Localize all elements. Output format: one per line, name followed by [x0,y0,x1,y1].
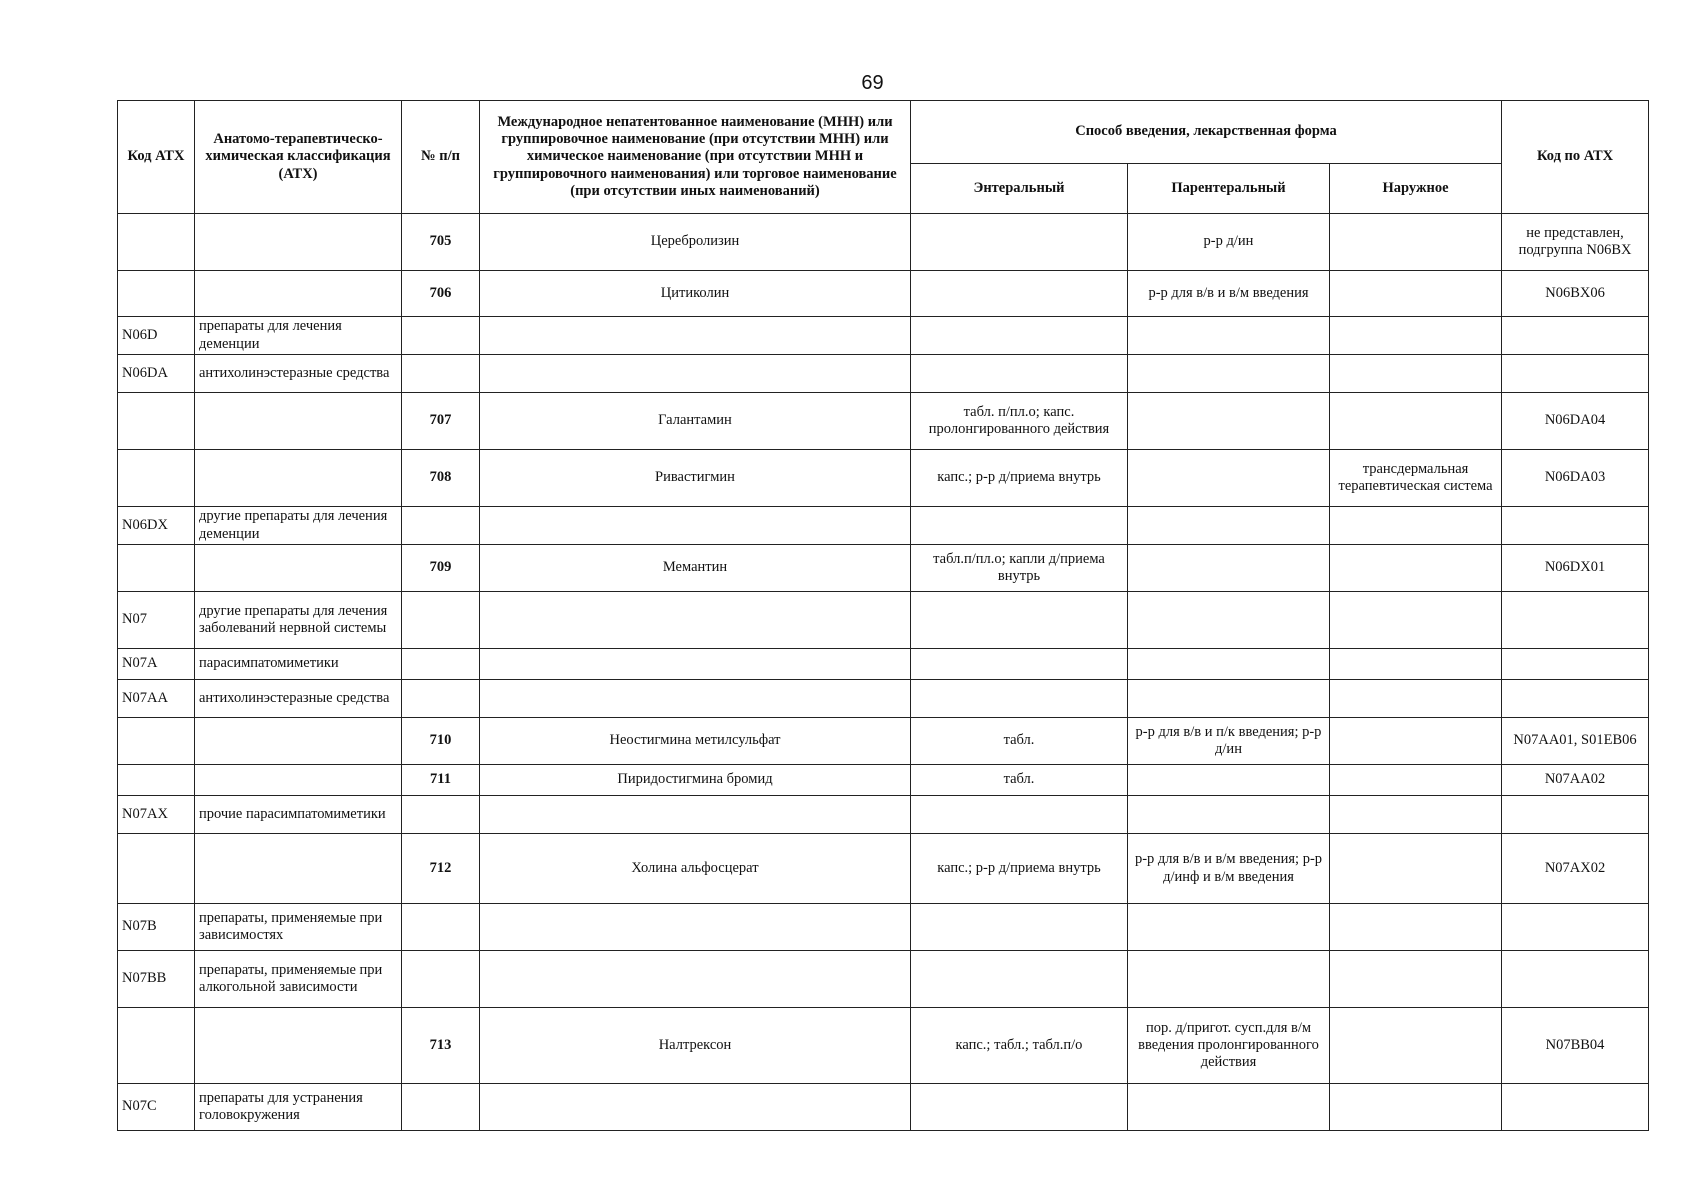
row-number: 708 [402,450,480,507]
table-row [118,951,1649,1008]
enteral-form [911,592,1128,649]
row-number [402,592,480,649]
atc-group-code: N07A [118,649,195,680]
header-route-group: Способ введения, лекарственная форма [911,101,1502,164]
atc-code [1502,649,1649,680]
external-form [1330,393,1502,450]
header-enteral: Энтеральный [911,164,1128,214]
row-number [402,507,480,545]
enteral-form [911,649,1128,680]
enteral-form [911,271,1128,317]
parenteral-form [1128,680,1330,718]
external-form [1330,1008,1502,1084]
drug-name [480,317,911,355]
external-form [1330,355,1502,393]
atc-group-name: препараты, применяемые при зависимостях [195,904,402,951]
drug-classification-table [117,100,1649,1131]
external-form [1330,214,1502,271]
atc-group-name: препараты, применяемые при алкогольной зависимости [195,951,402,1008]
atc-group-code: N06D [118,317,195,355]
table-row [118,834,1649,904]
atc-group-code: N07C [118,1084,195,1131]
atc-group-name: антихолинэстеразные средства [195,355,402,393]
atc-code: N06DA04 [1502,393,1649,450]
parenteral-form: пор. д/пригот. сусп.для в/м введения пролонгированного действия [1128,1008,1330,1084]
table-row [118,214,1649,271]
parenteral-form: р-р для в/в и в/м введения [1128,271,1330,317]
atc-group-name [195,393,402,450]
atc-group-name [195,718,402,765]
external-form [1330,271,1502,317]
row-number [402,796,480,834]
atc-group-code [118,271,195,317]
atc-code: N07AA01, S01EB06 [1502,718,1649,765]
atc-group-name: антихолинэстеразные средства [195,680,402,718]
drug-name: Ривастигмин [480,450,911,507]
parenteral-form: р-р для в/в и в/м введения; р-р д/инф и в/м введения [1128,834,1330,904]
row-number [402,317,480,355]
parenteral-form [1128,904,1330,951]
table-row [118,765,1649,796]
row-number: 707 [402,393,480,450]
parenteral-form [1128,507,1330,545]
table-row [118,317,1649,355]
drug-name [480,649,911,680]
enteral-form [911,680,1128,718]
enteral-form [911,317,1128,355]
drug-name: Галантамин [480,393,911,450]
table-row [118,904,1649,951]
atc-code [1502,355,1649,393]
atc-group-name: препараты для лечения деменции [195,317,402,355]
atc-group-name: другие препараты для лечения заболеваний нервной системы [195,592,402,649]
parenteral-form [1128,393,1330,450]
header-name: Международное непатентованное наименование (МНН) или группировочное наименование (при отсутствии МНН) или химическое наименование (при отсутствии МНН и группировочного наименования) или торговое наименование (при отсутствии иных наименований) [480,101,911,214]
row-number: 713 [402,1008,480,1084]
enteral-form [911,355,1128,393]
drug-name: Пиридостигмина бромид [480,765,911,796]
drug-name: Холина альфосцерат [480,834,911,904]
atc-group-name: прочие парасимпатомиметики [195,796,402,834]
table-row [118,796,1649,834]
atc-group-code: N07BB [118,951,195,1008]
table-row [118,649,1649,680]
parenteral-form [1128,592,1330,649]
drug-name: Цитиколин [480,271,911,317]
atc-group-code: N06DX [118,507,195,545]
drug-name: Церебролизин [480,214,911,271]
row-number [402,680,480,718]
enteral-form [911,904,1128,951]
parenteral-form [1128,355,1330,393]
enteral-form: капс.; р-р д/приема внутрь [911,834,1128,904]
external-form [1330,545,1502,592]
atc-group-code [118,718,195,765]
atc-group-code: N07 [118,592,195,649]
atc-code: не представлен, подгруппа N06BX [1502,214,1649,271]
atc-code: N06BX06 [1502,271,1649,317]
parenteral-form: р-р для в/в и п/к введения; р-р д/ин [1128,718,1330,765]
row-number [402,951,480,1008]
row-number [402,355,480,393]
atc-group-code: N07AA [118,680,195,718]
atc-group-code [118,450,195,507]
atc-group-code: N07AX [118,796,195,834]
enteral-form: табл. п/пл.о; капс. пролонгированного действия [911,393,1128,450]
header-parenteral: Парентеральный [1128,164,1330,214]
drug-name [480,951,911,1008]
external-form [1330,1084,1502,1131]
atc-group-name [195,545,402,592]
enteral-form [911,951,1128,1008]
external-form [1330,765,1502,796]
drug-name: Налтрексон [480,1008,911,1084]
row-number: 710 [402,718,480,765]
drug-name [480,796,911,834]
table-row [118,1084,1649,1131]
atc-group-code [118,545,195,592]
atc-code [1502,507,1649,545]
table-row [118,507,1649,545]
header-num: № п/п [402,101,480,214]
external-form [1330,680,1502,718]
atc-group-code [118,765,195,796]
row-number: 705 [402,214,480,271]
external-form [1330,507,1502,545]
parenteral-form [1128,951,1330,1008]
atc-code [1502,796,1649,834]
table-row [118,592,1649,649]
drug-name [480,507,911,545]
drug-name: Неостигмина метилсульфат [480,718,911,765]
atc-group-name: другие препараты для лечения деменции [195,507,402,545]
atc-group-name [195,271,402,317]
atc-group-name [195,450,402,507]
header-code-atc: Код АТХ [118,101,195,214]
atc-group-name [195,214,402,271]
table-row [118,1008,1649,1084]
atc-code: N06DA03 [1502,450,1649,507]
enteral-form [911,1084,1128,1131]
drug-name [480,680,911,718]
atc-group-code [118,214,195,271]
atc-code [1502,951,1649,1008]
atc-code: N07AX02 [1502,834,1649,904]
header-atc-code: Код по АТХ [1502,101,1649,214]
enteral-form: табл. [911,765,1128,796]
atc-group-name: препараты для устранения головокружения [195,1084,402,1131]
atc-group-name [195,834,402,904]
enteral-form: капс.; р-р д/приема внутрь [911,450,1128,507]
enteral-form: капс.; табл.; табл.п/о [911,1008,1128,1084]
table-row [118,355,1649,393]
row-number [402,649,480,680]
atc-code [1502,1084,1649,1131]
row-number [402,1084,480,1131]
header-external: Наружное [1330,164,1502,214]
drug-name: Мемантин [480,545,911,592]
enteral-form: табл.п/пл.о; капли д/приема внутрь [911,545,1128,592]
row-number: 712 [402,834,480,904]
atc-group-code [118,834,195,904]
enteral-form [911,507,1128,545]
atc-code [1502,317,1649,355]
enteral-form [911,214,1128,271]
atc-group-code [118,393,195,450]
table-row [118,680,1649,718]
parenteral-form [1128,450,1330,507]
external-form [1330,317,1502,355]
table-row [118,450,1649,507]
parenteral-form [1128,1084,1330,1131]
atc-group-name [195,1008,402,1084]
atc-code [1502,680,1649,718]
atc-code: N07BB04 [1502,1008,1649,1084]
atc-group-code [118,1008,195,1084]
header-classification: Анатомо-терапевтическо-химическая классификация (АТХ) [195,101,402,214]
external-form [1330,718,1502,765]
atc-code [1502,904,1649,951]
atc-group-code: N07B [118,904,195,951]
table-row [118,545,1649,592]
parenteral-form [1128,649,1330,680]
atc-code: N06DX01 [1502,545,1649,592]
row-number: 709 [402,545,480,592]
external-form [1330,592,1502,649]
parenteral-form [1128,796,1330,834]
atc-group-name [195,765,402,796]
row-number: 706 [402,271,480,317]
atc-code [1502,592,1649,649]
atc-group-code: N06DA [118,355,195,393]
external-form: трансдермальная терапевтическая система [1330,450,1502,507]
drug-name [480,355,911,393]
parenteral-form [1128,317,1330,355]
table-row [118,393,1649,450]
atc-group-name: парасимпатомиметики [195,649,402,680]
parenteral-form [1128,545,1330,592]
table-row [118,718,1649,765]
enteral-form [911,796,1128,834]
table-row [118,271,1649,317]
external-form [1330,904,1502,951]
drug-name [480,592,911,649]
parenteral-form [1128,765,1330,796]
page-number: 69 [861,72,884,94]
external-form [1330,834,1502,904]
drug-name [480,1084,911,1131]
enteral-form: табл. [911,718,1128,765]
row-number [402,904,480,951]
atc-code: N07AA02 [1502,765,1649,796]
external-form [1330,796,1502,834]
drug-name [480,904,911,951]
parenteral-form: р-р д/ин [1128,214,1330,271]
external-form [1330,951,1502,1008]
external-form [1330,649,1502,680]
row-number: 711 [402,765,480,796]
